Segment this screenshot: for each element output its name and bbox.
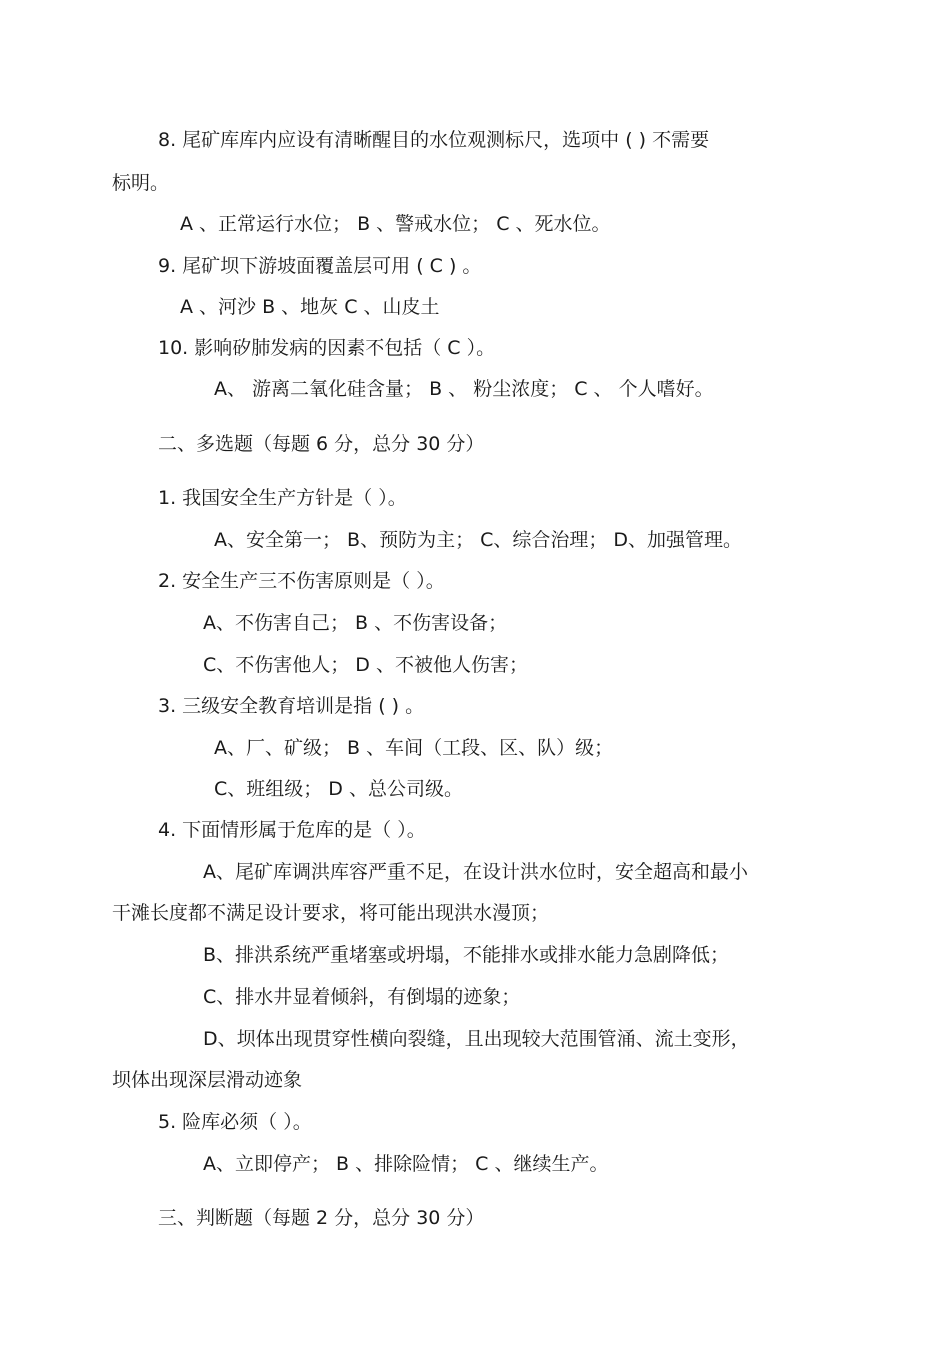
question-8-options: A 、正常运行水位； B 、警戒水位； C 、死水位。 [180,213,611,235]
mc-question-3-options-a: A、厂、矿级； B 、车间（工段、区、队）级； [214,737,614,759]
mc-question-5-options: A、立即停产； B 、排除险情； C 、继续生产。 [203,1153,609,1175]
question-10-options: A、 游离二氧化硅含量； B 、 粉尘浓度； C 、 个人嗜好。 [214,378,714,400]
mc-question-4-option-c: C、排水井显着倾斜，有倒塌的迹象； [203,986,521,1008]
mc-question-4-option-d: D、坝体出现贯穿性横向裂缝，且出现较大范围管涌、流土变形， [203,1028,750,1050]
question-9-options: A 、河沙 B 、地灰 C 、山皮土 [180,296,440,318]
mc-question-4-option-a: A、尾矿库调洪库容严重不足，在设计洪水位时，安全超高和最小 [203,861,748,883]
mc-question-1-stem: 1. 我国安全生产方针是（ ）。 [158,487,407,509]
mc-question-3-options-c: C、班组级； D 、总公司级。 [214,778,463,800]
mc-question-2-stem: 2. 安全生产三不伤害原则是（ ）。 [158,570,445,592]
mc-question-5-stem: 5. 险库必须（ ）。 [158,1111,312,1133]
section-2-heading: 二、多选题（每题 6 分，总分 30 分） [158,433,485,455]
mc-question-4-option-a-cont: 干滩长度都不满足设计要求，将可能出现洪水漫顶； [112,902,550,924]
section-3-heading: 三、判断题（每题 2 分，总分 30 分） [158,1207,485,1229]
question-8-stem-cont: 标明。 [112,172,170,194]
mc-question-1-options: A、安全第一； B、预防为主； C、综合治理； D、加强管理。 [214,529,743,551]
question-10-stem: 10. 影响矽肺发病的因素不包括（ C ）。 [158,337,496,359]
mc-question-4-stem: 4. 下面情形属于危库的是（ ）。 [158,819,426,841]
question-8-stem: 8. 尾矿库库内应设有清晰醒目的水位观测标尺，选项中 ( ) 不需要 [158,129,710,151]
mc-question-4-option-d-cont: 坝体出现深层滑动迹象 [112,1069,303,1091]
mc-question-2-options-a: A、不伤害自己； B 、不伤害设备； [203,612,508,634]
mc-question-2-options-c: C、不伤害他人； D 、不被他人伤害； [203,654,528,676]
mc-question-4-option-b: B、排洪系统严重堵塞或坍塌，不能排水或排水能力急剧降低； [203,944,730,966]
mc-question-3-stem: 3. 三级安全教育培训是指 ( ) 。 [158,695,425,717]
question-9-stem: 9. 尾矿坝下游坡面覆盖层可用 ( C ) 。 [158,255,482,277]
